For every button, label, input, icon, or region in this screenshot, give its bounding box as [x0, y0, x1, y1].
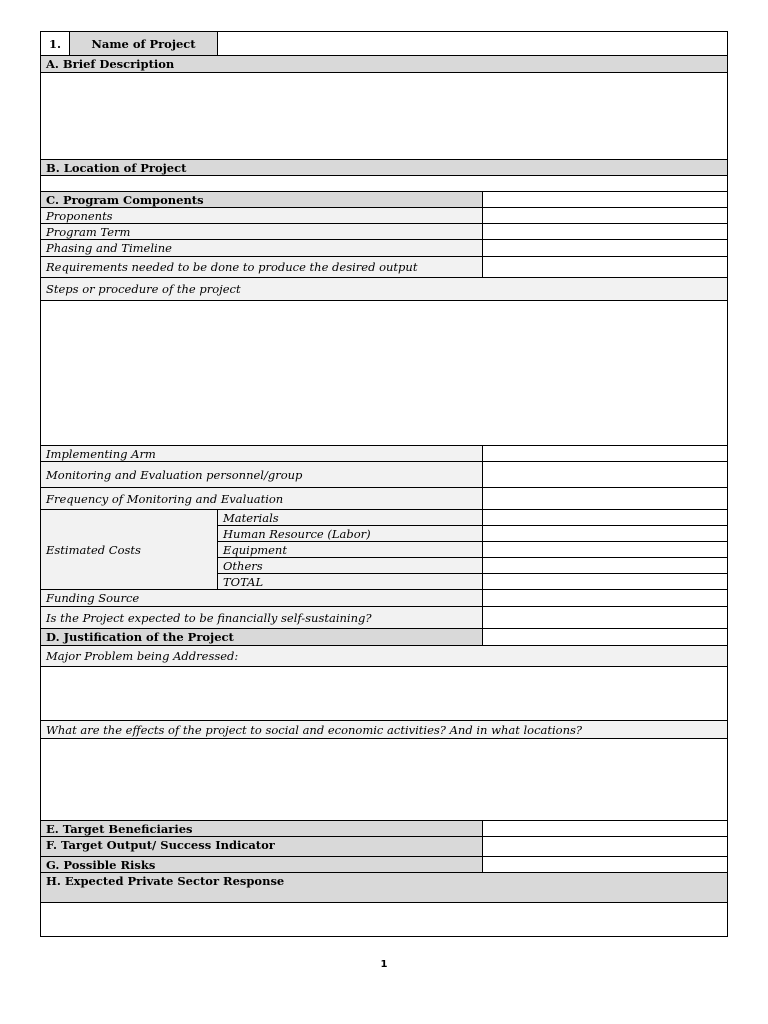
- steps-label-text: Steps or procedure of the project: [46, 282, 241, 296]
- justification-field[interactable]: [482, 628, 728, 646]
- name-of-project-label: Name of Project: [69, 31, 218, 56]
- phasing-field[interactable]: [482, 239, 728, 257]
- target-output-field[interactable]: [482, 836, 728, 857]
- me-personnel-label: [40, 461, 483, 488]
- phasing-label: Phasing and Timeline: [40, 239, 483, 257]
- cost-item-field[interactable]: [482, 525, 728, 542]
- steps-field[interactable]: [40, 300, 728, 446]
- cost-item-label: Materials: [217, 509, 483, 526]
- proponents-label: Proponents: [40, 207, 483, 224]
- page-number: 1: [380, 959, 388, 970]
- requirements-label: [40, 256, 483, 278]
- cost-item-label: Others: [217, 557, 483, 574]
- funding-source-field[interactable]: [482, 589, 728, 607]
- section-d-heading: D. Justification of the Project: [40, 628, 483, 646]
- me-frequency-label: [40, 487, 483, 510]
- section-a-heading: A. Brief Description: [40, 55, 728, 73]
- cost-item-field[interactable]: [482, 557, 728, 574]
- implementing-arm-label: Implementing Arm: [40, 445, 483, 462]
- program-term-label: Program Term: [40, 223, 483, 240]
- private-sector-response-field[interactable]: [40, 902, 728, 937]
- cost-item-label: Human Resource (Labor): [217, 525, 483, 542]
- self-sustaining-label-text: Is the Project expected to be financially self-sustaining?: [46, 610, 372, 625]
- cost-item-field[interactable]: [482, 509, 728, 526]
- requirements-label-text: Requirements needed to be done to produce the desired output: [46, 260, 418, 274]
- cost-total-field[interactable]: [482, 573, 728, 590]
- section-c-heading: C. Program Components: [40, 191, 483, 208]
- requirements-field[interactable]: [482, 256, 728, 278]
- estimated-costs-label: [40, 509, 218, 590]
- project-number: 1.: [40, 31, 70, 56]
- cost-item-label: Equipment: [217, 541, 483, 558]
- steps-label: [40, 277, 728, 301]
- me-personnel-label-text: Monitoring and Evaluation personnel/group: [46, 467, 303, 482]
- target-beneficiaries-field[interactable]: [482, 820, 728, 837]
- implementing-arm-field[interactable]: [482, 445, 728, 462]
- name-of-project-field[interactable]: [217, 31, 728, 56]
- section-e-heading: E. Target Beneficiaries: [40, 820, 483, 837]
- proponents-field[interactable]: [482, 207, 728, 224]
- section-h-heading: H. Expected Private Sector Response: [40, 872, 728, 903]
- brief-description-field[interactable]: [40, 72, 728, 160]
- possible-risks-field[interactable]: [482, 856, 728, 873]
- effects-label: [40, 720, 728, 739]
- cost-total-label: TOTAL: [217, 573, 483, 590]
- funding-source-label: Funding Source: [40, 589, 483, 607]
- section-b-heading: B. Location of Project: [40, 159, 728, 176]
- effects-field[interactable]: [40, 738, 728, 821]
- program-components-field[interactable]: [482, 191, 728, 208]
- section-g-heading: G. Possible Risks: [40, 856, 483, 873]
- self-sustaining-label: [40, 606, 483, 629]
- effects-label-text: What are the effects of the project to social and economic activities? And in what locations?: [46, 722, 583, 737]
- estimated-costs-label-text: Estimated Costs: [46, 542, 141, 557]
- major-problem-label-text: Major Problem being Addressed:: [46, 649, 239, 663]
- self-sustaining-field[interactable]: [482, 606, 728, 629]
- me-frequency-field[interactable]: [482, 487, 728, 510]
- program-term-field[interactable]: [482, 223, 728, 240]
- me-frequency-label-text: Frequency of Monitoring and Evaluation: [46, 491, 284, 506]
- cost-item-field[interactable]: [482, 541, 728, 558]
- major-problem-label: [40, 645, 728, 667]
- location-field[interactable]: [40, 175, 728, 192]
- section-f-heading: F. Target Output/ Success Indicator: [40, 836, 483, 857]
- me-personnel-field[interactable]: [482, 461, 728, 488]
- major-problem-field[interactable]: [40, 666, 728, 721]
